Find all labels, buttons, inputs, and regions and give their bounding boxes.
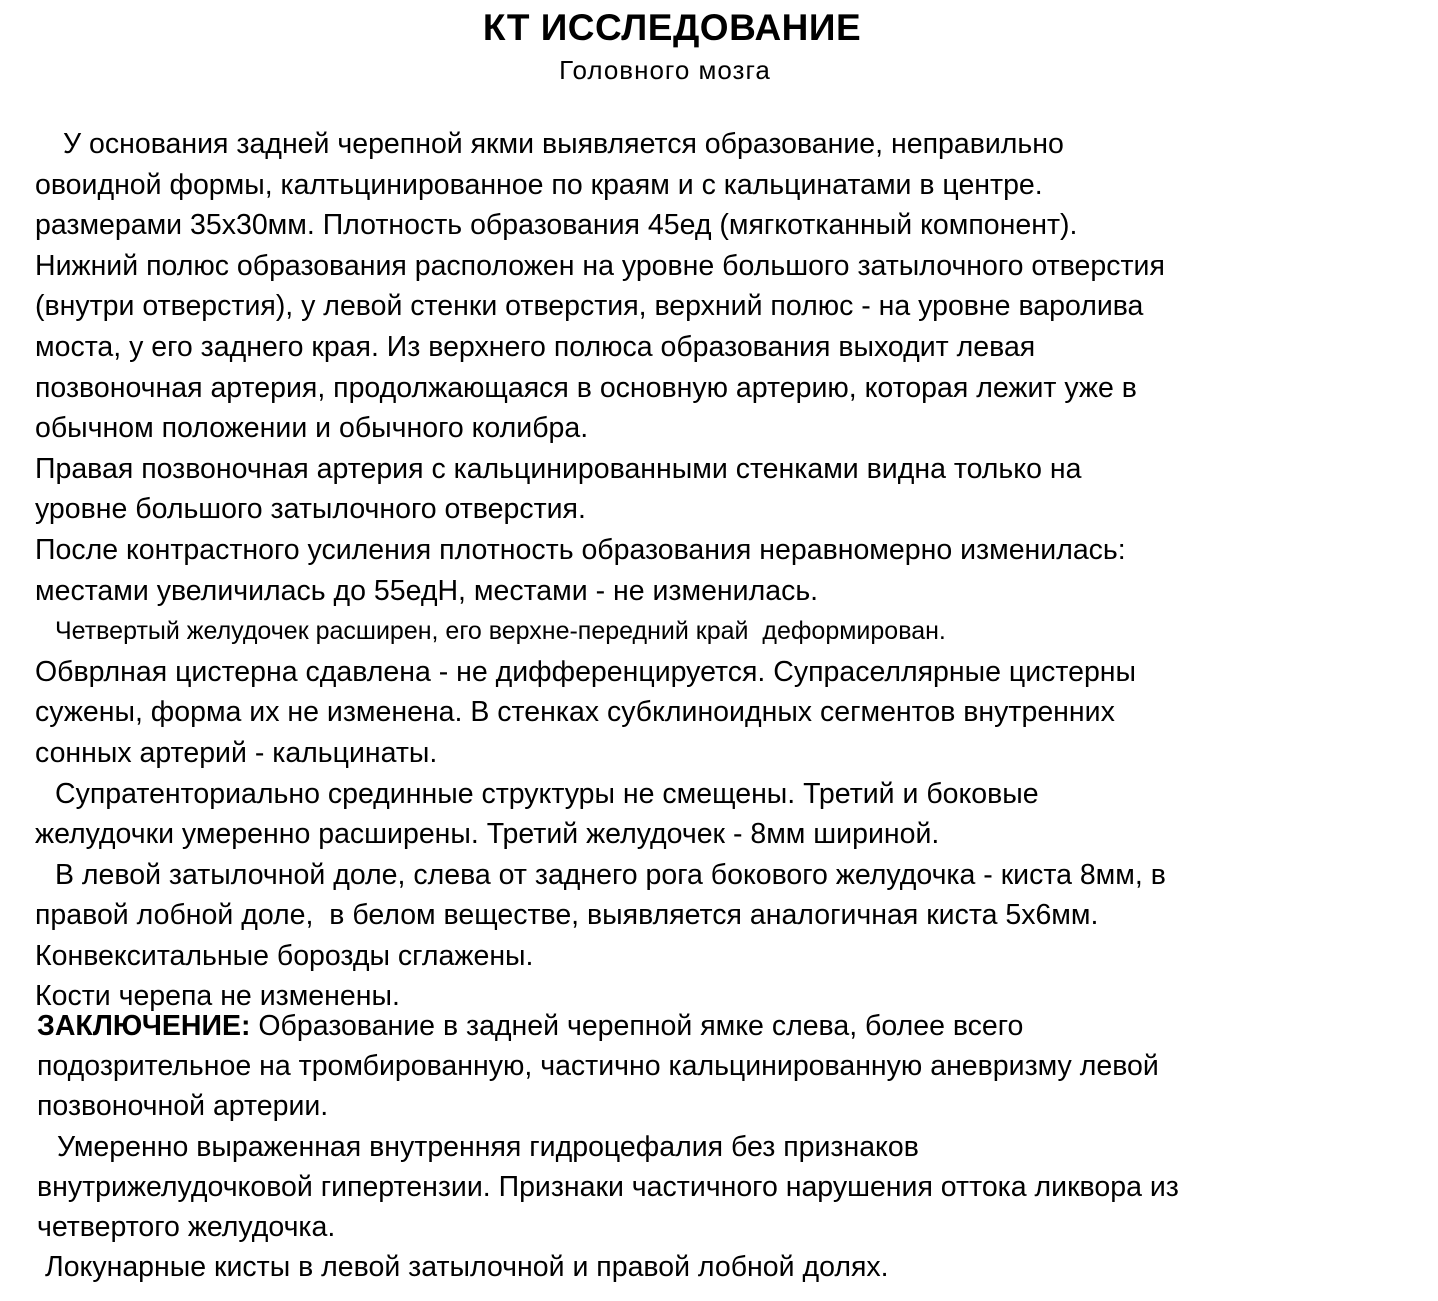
findings-line: Конвекситальные борозды сглажены. xyxy=(35,939,534,972)
report-title: КТ ИССЛЕДОВАНИЕ xyxy=(482,7,862,48)
findings-line: размерами 35х30мм. Плотность образования 45ед (мягкотканный компонент). xyxy=(35,209,1078,242)
findings-line: местами увеличилась до 55едН, местами - не изменилась. xyxy=(35,574,819,607)
findings-line: Нижний полюс образования расположен на уровне большого затылочного отверстия xyxy=(35,249,1165,282)
findings-line: сужены, форма их не изменена. В стенках субклиноидных сегментов внутренних xyxy=(35,696,1115,729)
findings-line: В левой затылочной доле, слева от заднего рога бокового желудочка - киста 8мм, в xyxy=(55,858,1166,891)
conclusion-line: внутрижелудочковой гипертензии. Признаки частичного нарушения оттока ликвора из xyxy=(37,1170,1179,1203)
conclusion-line: подозрительное на тромбированную, частично кальцинированную аневризму левой xyxy=(37,1050,1159,1083)
conclusion-section xyxy=(37,1006,1422,1287)
findings-line: Обврлная цистерна сдавлена - не дифференцируется. Супраселлярные цистерны xyxy=(35,655,1137,688)
findings-line: овоидной формы, калтьцинированное по краям и с кальцинатами в центре. xyxy=(35,168,1043,201)
findings-line: Четвертый желудочек расширен, его верхне-передний край деформирован. xyxy=(55,617,946,646)
conclusion-first-text: Образование в задней черепной ямке слева, более всего xyxy=(250,1010,1024,1042)
findings-line: Супратенториально срединные структуры не смещены. Третий и боковые xyxy=(55,777,1039,810)
findings-line: желудочки умеренно расширены. Третий желудочек - 8мм шириной. xyxy=(35,818,940,851)
findings-line: сонных артерий - кальцинаты. xyxy=(35,736,438,769)
findings-line: правой лобной доле, в белом веществе, выявляется аналогичная киста 5х6мм. xyxy=(35,899,1099,932)
conclusion-first-line xyxy=(37,1006,1422,1046)
findings-line: позвоночная артерия, продолжающаяся в основную артерию, которая лежит уже в xyxy=(35,371,1137,404)
findings-section xyxy=(35,124,1420,1017)
conclusion-line: Умеренно выраженная внутренняя гидроцефалия без признаков xyxy=(57,1130,919,1163)
findings-line: обычном положении и обычного колибра. xyxy=(35,412,589,445)
report-subtitle: Головного мозга xyxy=(559,55,771,85)
findings-line: (внутри отверстия), у левой стенки отверстия, верхний полюс - на уровне варолива xyxy=(35,290,1144,323)
conclusion-line: позвоночной артерии. xyxy=(37,1090,329,1123)
findings-line: Правая позвоночная артерия с кальцинированными стенками видна только на xyxy=(35,452,1082,485)
findings-line: моста, у его заднего края. Из верхнего полюса образования выходит левая xyxy=(35,330,1036,363)
findings-line: уровне большого затылочного отверстия. xyxy=(35,493,586,526)
findings-line: У основания задней черепной якми выявляется образование, неправильно xyxy=(63,128,1064,160)
findings-line: После контрастного усиления плотность образования неравномерно изменилась: xyxy=(35,533,1126,566)
conclusion-label: ЗАКЛЮЧЕНИЕ: xyxy=(37,1010,251,1042)
conclusion-line: четвертого желудочка. xyxy=(37,1211,336,1244)
findings-line: Кости черепа не изменены. xyxy=(35,980,400,1013)
conclusion-line: Локунарные кисты в левой затылочной и правой лобной долях. xyxy=(45,1251,889,1284)
